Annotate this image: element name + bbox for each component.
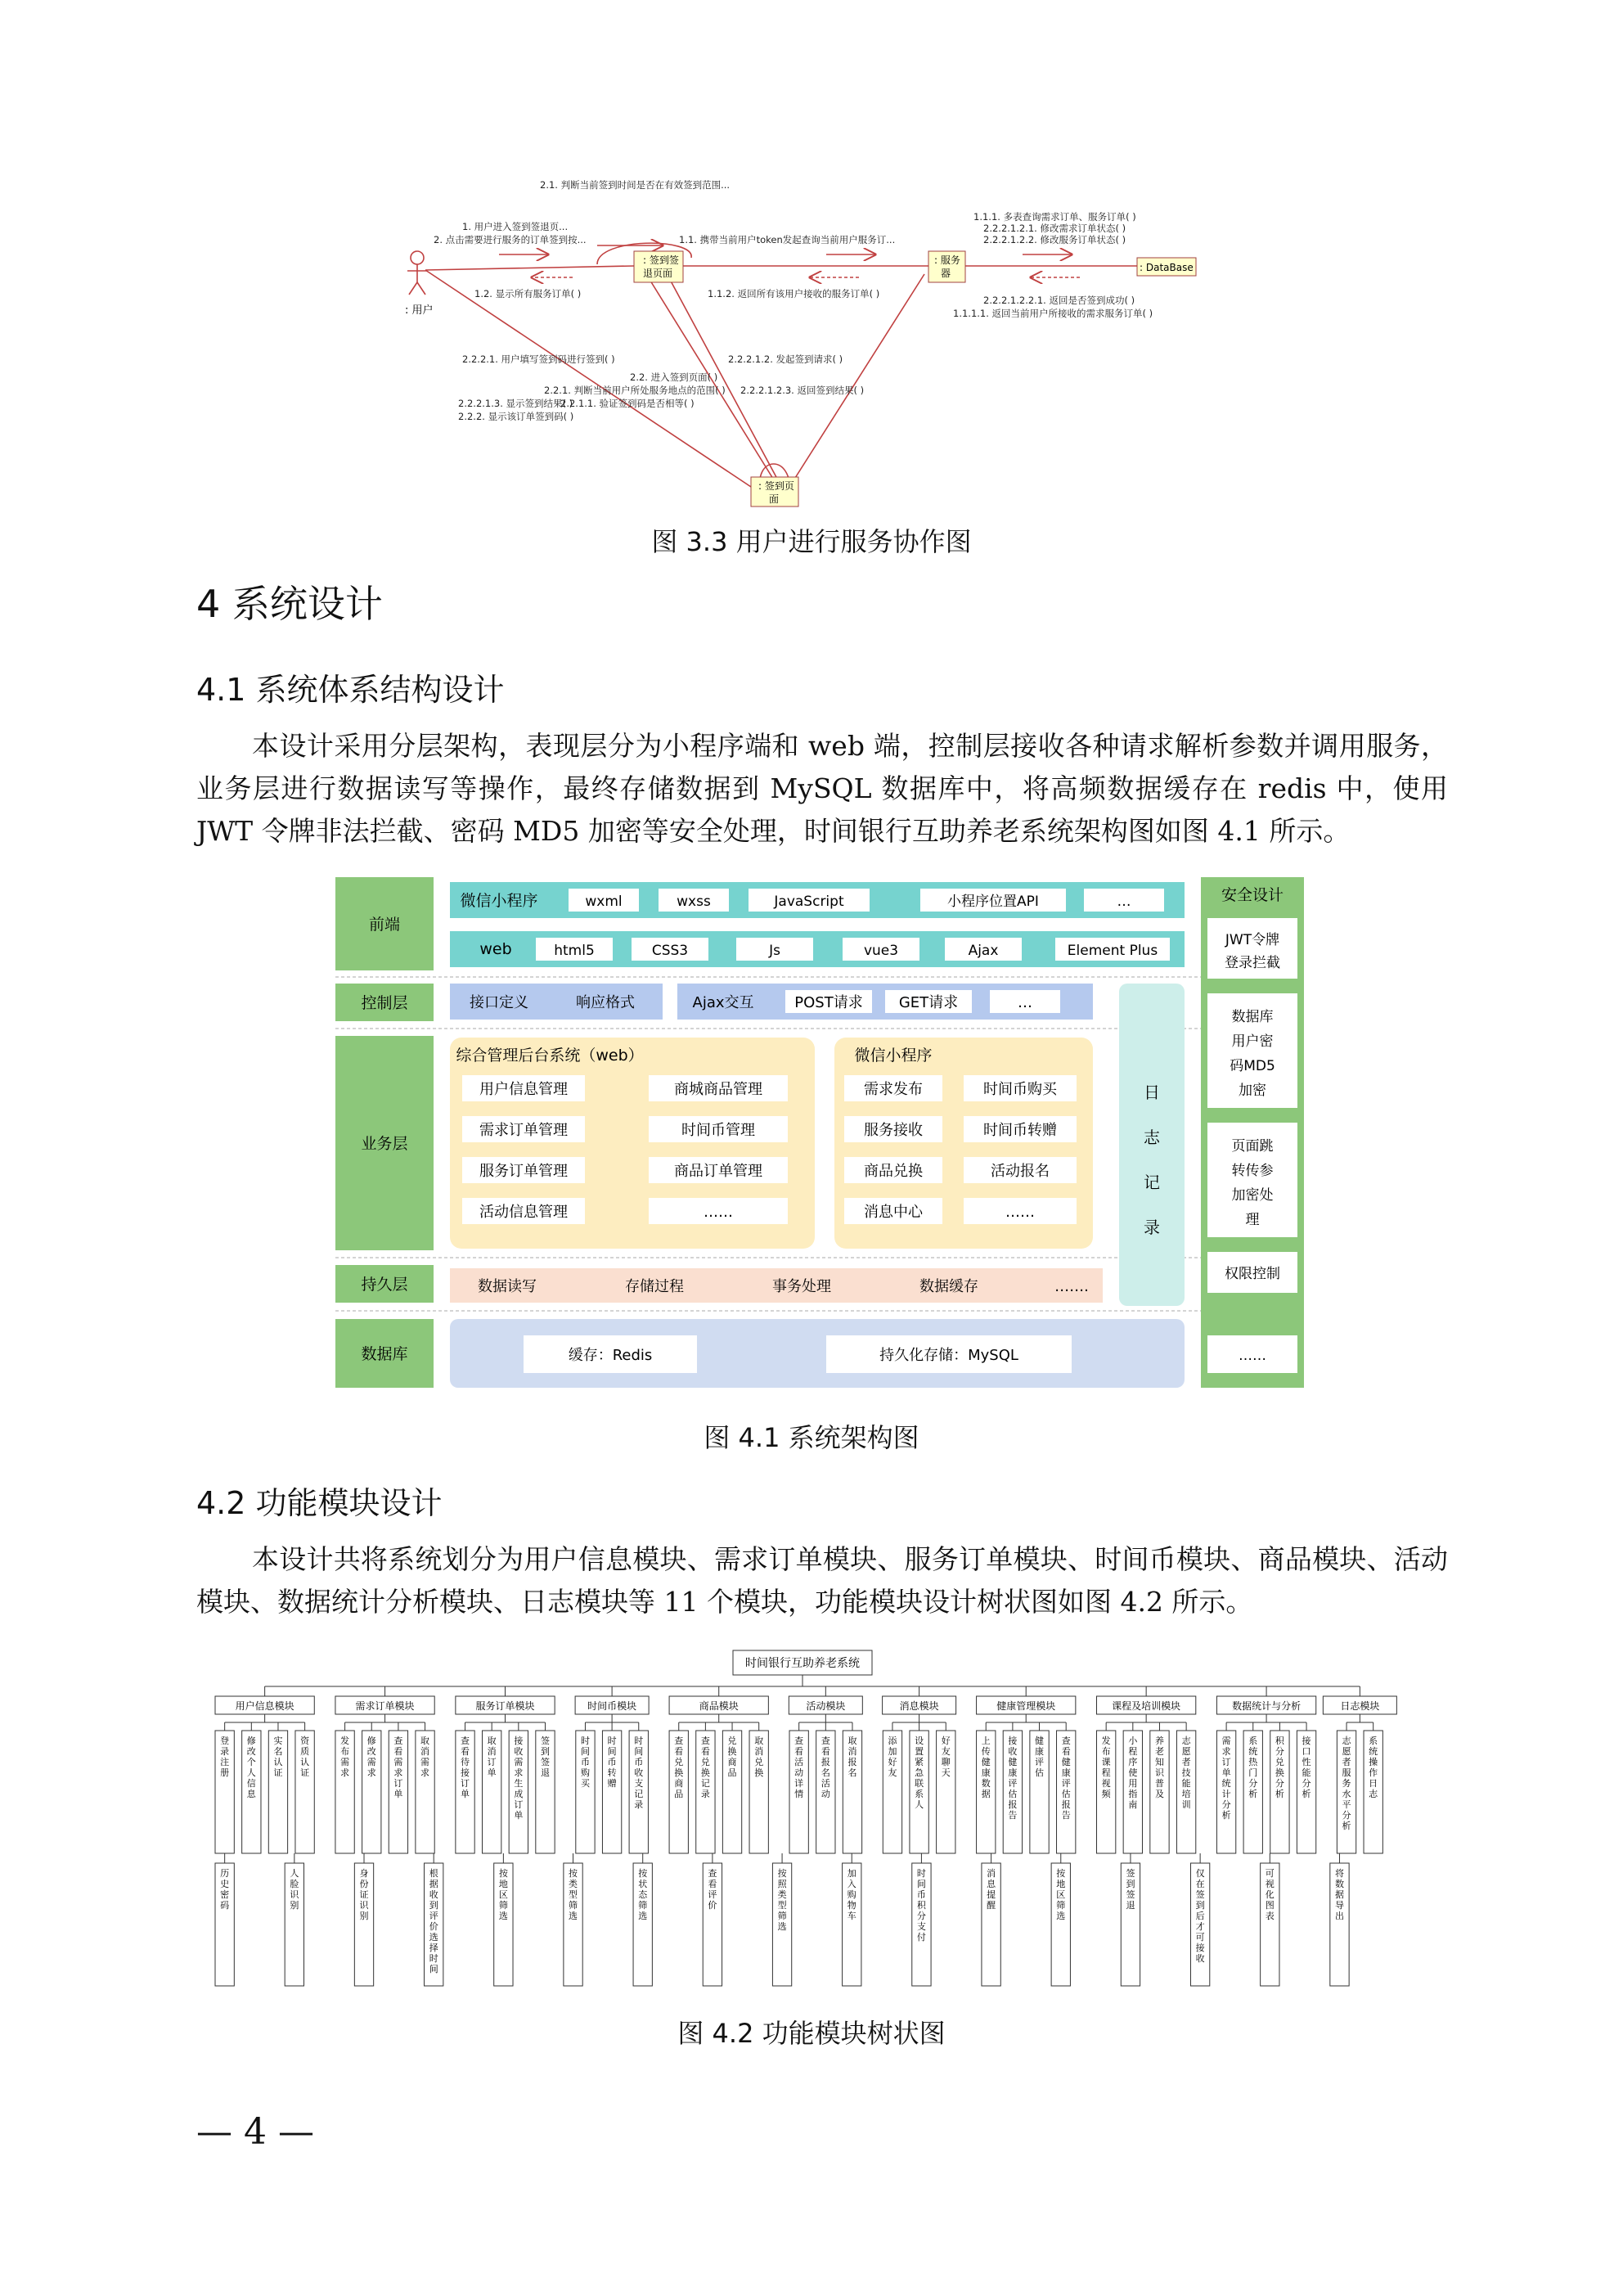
web-admin-item-4: 服务订单管理 — [479, 1163, 568, 1180]
leaf-8-2: 养老知识普及 — [1154, 1736, 1164, 1799]
persist-item-0: 数据读写 — [478, 1278, 537, 1295]
module-1: 需求订单模块 — [355, 1700, 415, 1712]
leaf-6-0: 添加好友 — [888, 1736, 897, 1778]
architecture-diagram — [335, 877, 1304, 1401]
leaf-9-1: 系统热门分析 — [1248, 1736, 1258, 1799]
subleaf-13: 签到签退 — [1126, 1868, 1135, 1911]
subleaf-14: 仅在签到后才可接收 — [1195, 1868, 1205, 1964]
module-2: 服务订单模块 — [475, 1700, 535, 1712]
figure-caption-3-3: 图 3.3 用户进行服务协作图 — [651, 526, 972, 557]
leaf-0-1: 修改个人信息 — [246, 1736, 256, 1799]
security-item-0-b: 登录拦截 — [1225, 955, 1280, 971]
db-item-0: 缓存：Redis — [568, 1347, 653, 1364]
mini-biz-item-1: 时间币购买 — [983, 1081, 1057, 1098]
module-tree-diagram — [209, 1649, 1414, 1992]
module-3: 时间币模块 — [587, 1700, 637, 1712]
web-admin-item-7: …… — [704, 1204, 733, 1221]
leaf-9-3: 接口性能分析 — [1302, 1736, 1311, 1799]
security-item-1-c: 码MD5 — [1230, 1058, 1275, 1074]
subleaf-2: 身份证识别 — [359, 1868, 369, 1921]
mini-item-2: JavaScript — [774, 894, 844, 910]
msg-2: 2. 点击需要进行服务的订单签到按... — [434, 234, 587, 245]
leaf-1-0: 发布需求 — [340, 1736, 350, 1778]
object-database — [1137, 258, 1196, 276]
object-server-label-1: : 服务 — [934, 254, 960, 266]
leaf-7-3: 查看健康评估报告 — [1061, 1736, 1071, 1821]
mini-item-1: wxss — [677, 894, 711, 910]
msg-0: 2.1. 判断当前签到时间是否在有效签到范围... — [540, 179, 731, 191]
subleaf-15: 可视化图表 — [1265, 1868, 1275, 1921]
control-item-5: … — [1018, 994, 1032, 1011]
web-admin-item-5: 商品订单管理 — [674, 1163, 762, 1180]
web-item-2: Js — [769, 943, 780, 959]
module-5: 活动模块 — [806, 1700, 846, 1712]
subleaf-9: 加入购物车 — [847, 1868, 856, 1921]
leaf-2-2: 接收需求生成订单 — [514, 1736, 524, 1821]
mini-item-4: … — [1117, 894, 1131, 910]
security-title: 安全设计 — [1221, 886, 1284, 904]
leaf-7-1: 接收健康评估报告 — [1008, 1736, 1018, 1821]
leaf-5-2: 取消报名 — [847, 1736, 857, 1778]
msg-16: 2.2.2.1.3. 显示签到结果( ) — [458, 398, 573, 409]
web-admin-title: 综合管理后台系统（web） — [456, 1047, 644, 1065]
leaf-3-1: 时间币转赠 — [607, 1736, 617, 1789]
web-item-1: CSS3 — [651, 943, 689, 959]
module-9: 数据统计与分析 — [1232, 1700, 1302, 1712]
msg-3: 1.1. 携带当前用户token发起查询当前用户服务订... — [679, 234, 896, 245]
leaf-0-3: 资质认证 — [300, 1736, 310, 1778]
security-item-2-a: 页面跳 — [1231, 1138, 1274, 1155]
subleaf-12: 按地区筛选 — [1056, 1868, 1066, 1921]
object-database-label: : DataBase — [1140, 262, 1194, 273]
leaf-3-0: 时间币购买 — [580, 1736, 590, 1789]
web-item-5: Element Plus — [1067, 943, 1158, 959]
section-title-4-1: 4.1 系统体系结构设计 — [196, 672, 505, 708]
leaf-10-0: 志愿者服务水平分析 — [1342, 1736, 1351, 1831]
subleaf-1: 人脸识别 — [290, 1868, 299, 1911]
mini-biz-item-2: 服务接收 — [864, 1122, 923, 1139]
leaf-9-0: 需求订单统计分析 — [1221, 1736, 1231, 1821]
security-item-1-b: 用户密 — [1231, 1033, 1274, 1050]
leaf-8-3: 志愿者技能培训 — [1181, 1736, 1191, 1810]
msg-8: 1.1.2. 返回所有该用户接收的服务订单( ) — [708, 288, 880, 299]
msg-9: 2.2.2.1.2.2.1. 返回是否签到成功( ) — [983, 295, 1135, 306]
paragraph-architecture: 本设计采用分层架构，表现层分为小程序端和 web 端，控制层接收各种请求解析参数并调用服务，业务层进行数据读写等操作，最终存储数据到 MySQL 数据库中，将高频数据缓存在 redis 中，使用 JWT 令牌非法拦截、密码 MD5 加密等安全处理，时间银行互助养老系统架构图如图 4.1 所示。 — [196, 730, 1448, 847]
persist-item-2: 事务处理 — [772, 1278, 831, 1295]
module-4: 商品模块 — [699, 1700, 739, 1712]
object-signin-label-2: 退页面 — [643, 268, 673, 279]
tree-root: 时间银行互助养老系统 — [745, 1657, 860, 1670]
msg-12: 2.2.2.1.2. 发起签到请求( ) — [728, 353, 843, 365]
section-title-4-2: 4.2 功能模块设计 — [196, 1485, 443, 1521]
web-admin-item-1: 商城商品管理 — [674, 1081, 762, 1098]
leaf-1-2: 查看需求订单 — [393, 1736, 403, 1799]
page-number: — 4 — — [196, 2111, 314, 2153]
mini-row-title: 微信小程序 — [460, 892, 538, 910]
leaf-2-0: 查看待接订单 — [461, 1736, 470, 1799]
module-0: 用户信息模块 — [235, 1700, 294, 1712]
leaf-7-0: 上传健康数据 — [981, 1736, 991, 1799]
persist-item-1: 存储过程 — [625, 1278, 684, 1295]
msg-11: 2.2.2.1. 用户填写签到码进行签到( ) — [462, 353, 615, 365]
msg-7: 1.2. 显示所有服务订单( ) — [474, 288, 582, 299]
msg-1: 1. 用户进入签到签退页... — [462, 221, 569, 232]
leaf-9-2: 积分兑换分析 — [1275, 1736, 1284, 1799]
module-7: 健康管理模块 — [996, 1700, 1056, 1712]
security-item-2-c: 加密处 — [1231, 1187, 1274, 1204]
mini-biz-item-3: 时间币转赠 — [983, 1122, 1057, 1139]
mini-biz-title: 微信小程序 — [854, 1047, 933, 1065]
subleaf-8: 按照类型筛选 — [777, 1868, 787, 1932]
security-item-2-d: 理 — [1245, 1212, 1260, 1228]
subleaf-3: 根据收到评价选择时间 — [429, 1868, 438, 1974]
msg-6: 2.2.2.1.2.2. 修改服务订单状态( ) — [983, 234, 1126, 245]
security-item-2-b: 转传参 — [1231, 1163, 1274, 1179]
log-label-3: 记 — [1144, 1173, 1160, 1192]
log-label-2: 志 — [1144, 1128, 1160, 1147]
subleaf-0: 历史密码 — [220, 1868, 230, 1911]
section-title-4: 4 系统设计 — [196, 582, 383, 626]
figure-caption-4-1: 图 4.1 系统架构图 — [704, 1422, 919, 1453]
security-item-1-d: 加密 — [1239, 1083, 1266, 1099]
mini-item-3: 小程序位置API — [947, 894, 1039, 910]
control-item-3: POST请求 — [794, 994, 863, 1011]
web-admin-item-2: 需求订单管理 — [479, 1122, 568, 1139]
subleaf-16: 将数据导出 — [1334, 1868, 1344, 1921]
object-sign-label-1: : 签到页 — [758, 480, 794, 492]
layer-business-label: 业务层 — [361, 1135, 408, 1153]
object-server-label-2: 器 — [941, 268, 951, 279]
leaf-4-3: 取消兑换 — [754, 1736, 764, 1778]
db-item-1: 持久化存储：MySQL — [879, 1347, 1018, 1364]
msg-13: 2.2. 进入签到页面( ) — [630, 371, 718, 383]
leaf-6-1: 设置紧急联系人 — [915, 1736, 924, 1810]
mini-biz-item-4: 商品兑换 — [864, 1163, 923, 1180]
figure-caption-4-2: 图 4.2 功能模块树状图 — [677, 2018, 946, 2049]
web-admin-item-3: 时间币管理 — [681, 1122, 755, 1139]
web-item-3: vue3 — [863, 943, 899, 959]
msg-15: 2.2.2.1.2.3. 返回签到结果( ) — [740, 385, 865, 396]
layer-control-label: 控制层 — [361, 994, 408, 1012]
subleaf-10: 时间币积分支付 — [916, 1868, 926, 1943]
actor-label: : 用户 — [405, 304, 434, 317]
leaf-7-2: 健康评估 — [1035, 1736, 1045, 1778]
leaf-4-1: 查看兑换记录 — [700, 1736, 710, 1799]
leaf-2-1: 取消订单 — [487, 1736, 497, 1778]
security-item-4: …… — [1239, 1348, 1266, 1364]
control-item-4: GET请求 — [898, 994, 959, 1011]
layer-db-label: 数据库 — [361, 1345, 408, 1363]
leaf-6-2: 好友聊天 — [941, 1736, 951, 1778]
log-label: 日 — [1144, 1083, 1160, 1102]
msg-14: 2.2.1. 判断当前用户所处服务地点的范围( ) — [544, 385, 726, 396]
control-item-2: Ajax交互 — [692, 994, 754, 1011]
leaf-1-1: 修改需求 — [366, 1736, 376, 1778]
control-item-1: 响应格式 — [576, 994, 635, 1011]
security-item-0-a: JWT令牌 — [1225, 932, 1280, 948]
web-admin-item-0: 用户信息管理 — [479, 1081, 568, 1098]
msg-5: 2.2.2.1.2.1. 修改需求订单状态( ) — [983, 223, 1126, 234]
log-label-4: 录 — [1144, 1218, 1160, 1237]
leaf-4-2: 兑换商品 — [727, 1736, 737, 1778]
layer-persist-label: 持久层 — [361, 1276, 408, 1294]
leaf-4-0: 查看兑换商品 — [674, 1736, 684, 1799]
msg-17: 2.2.1.1. 验证签到码是否相等( ) — [560, 398, 695, 409]
object-sign-label-2: 面 — [769, 493, 780, 505]
web-item-4: Ajax — [968, 943, 999, 959]
leaf-0-2: 实名认证 — [273, 1736, 283, 1778]
subleaf-4: 按地区筛选 — [498, 1868, 508, 1921]
module-10: 日志模块 — [1340, 1700, 1380, 1712]
web-item-0: html5 — [554, 943, 595, 959]
web-admin-item-6: 活动信息管理 — [479, 1204, 568, 1221]
subleaf-6: 按状态筛选 — [638, 1868, 648, 1921]
object-signin-label-1: : 签到签 — [643, 254, 679, 266]
security-item-3: 权限控制 — [1225, 1266, 1280, 1282]
mini-biz-item-5: 活动报名 — [991, 1163, 1050, 1180]
leaf-8-0: 发布课程视频 — [1101, 1736, 1111, 1799]
persist-item-3: 数据缓存 — [919, 1278, 978, 1295]
object-server — [928, 251, 965, 282]
paragraph-modules: 本设计共将系统划分为用户信息模块、需求订单模块、服务订单模块、时间币模块、商品模块、活动模块、数据统计分析模块、日志模块等 11 个模块，功能模块设计树状图如图 4.2 所示。 — [196, 1543, 1448, 1618]
module-6: 消息模块 — [899, 1700, 939, 1712]
mini-biz-item-6: 消息中心 — [864, 1204, 923, 1221]
msg-4: 1.1.1. 多表查询需求订单、服务订单( ) — [973, 211, 1136, 223]
subleaf-11: 消息提醒 — [987, 1868, 996, 1911]
mini-biz-item-7: …… — [1005, 1204, 1035, 1221]
msg-18: 2.2.2. 显示该订单签到码( ) — [458, 411, 574, 422]
leaf-1-3: 取消需求 — [420, 1736, 430, 1778]
object-signin-page — [634, 251, 683, 282]
actor-user — [407, 251, 427, 295]
msg-10: 1.1.1.1. 返回当前用户所接收的需求服务订单( ) — [953, 308, 1153, 319]
leaf-5-0: 查看活动详情 — [794, 1736, 804, 1799]
subleaf-7: 查看评价 — [708, 1868, 717, 1911]
layer-front-label: 前端 — [368, 916, 401, 934]
leaf-0-0: 登录注册 — [220, 1736, 230, 1778]
control-item-0: 接口定义 — [470, 994, 528, 1011]
leaf-3-2: 时间币收支记录 — [634, 1736, 644, 1810]
leaf-5-1: 查看报名活动 — [820, 1736, 830, 1799]
module-8: 课程及培训模块 — [1112, 1700, 1181, 1712]
leaf-8-1: 小程序使用指南 — [1128, 1736, 1138, 1810]
leaf-2-3: 签到签退 — [540, 1736, 550, 1778]
mini-item-0: wxml — [585, 894, 623, 910]
leaf-10-1: 系统操作日志 — [1369, 1736, 1378, 1799]
tree-body — [215, 1675, 1396, 1986]
security-item-1-a: 数据库 — [1231, 1009, 1274, 1025]
association-lines — [425, 243, 1137, 493]
message-labels — [434, 179, 1153, 422]
object-sign-page — [751, 477, 798, 506]
mini-biz-item-0: 需求发布 — [864, 1081, 923, 1098]
persist-item-4: ……. — [1054, 1278, 1089, 1295]
subleaf-5: 按类型筛选 — [569, 1868, 578, 1921]
web-row-title: web — [479, 940, 512, 958]
collaboration-diagram — [401, 168, 1268, 511]
